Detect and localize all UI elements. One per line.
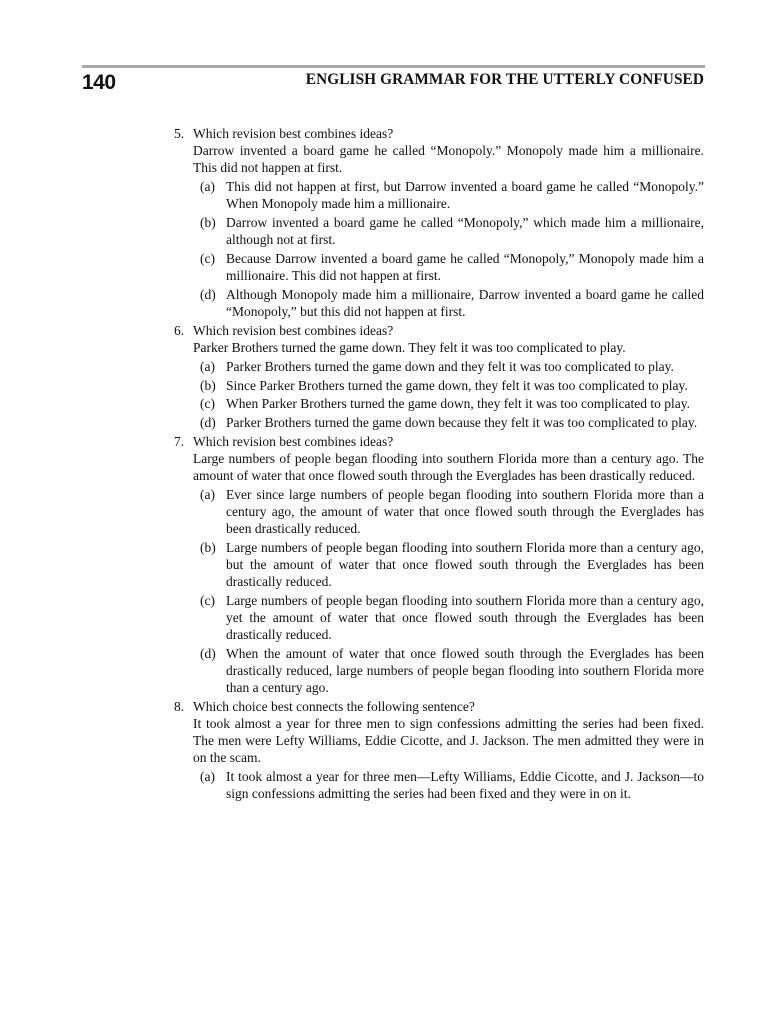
option-text: Darrow invented a board game he called “Monopoly,” which made him a millionaire, although not at first.: [226, 215, 704, 248]
answer-option-c[interactable]: [193, 250, 704, 284]
option-text: Because Darrow invented a board game he called “Monopoly,” Monopoly made him a millionaire. This did not happen at first.: [226, 251, 704, 284]
option-text: Large numbers of people began flooding into southern Florida more than a century ago, yet the amount of water that once flowed south through the Everglades has been drastically reduced.: [226, 593, 704, 643]
answer-option-c[interactable]: [193, 395, 704, 412]
option-letter: (a): [200, 358, 215, 374]
option-letter: (b): [200, 215, 216, 231]
option-text: Ever since large numbers of people began flooding into southern Florida more than a century ago, the amount of water that once flowed south through the Everglades has been drastically reduced.: [226, 487, 704, 537]
header-rule: [82, 65, 705, 68]
option-letter: (a): [200, 487, 215, 503]
option-text: When Parker Brothers turned the game down, they felt it was too complicated to play.: [226, 396, 690, 412]
answer-option-b[interactable]: [193, 214, 704, 248]
option-text: Parker Brothers turned the game down because they felt it was too complicated to play.: [226, 415, 698, 431]
option-letter: (b): [200, 540, 216, 556]
option-text: Although Monopoly made him a millionaire, Darrow invented a board game he called “Monopoly,” but this did not happen at first.: [226, 287, 704, 320]
option-letter: (c): [200, 251, 215, 267]
question-5: [174, 125, 704, 320]
option-letter: (a): [200, 179, 215, 195]
answer-option-a[interactable]: [193, 768, 704, 802]
question-stem: It took almost a year for three men to sign confessions admitting the series had been fixed. The men were Lefty Williams, Eddie Cicotte, and J. Jackson. The men admitted they were in on the scam.: [193, 716, 704, 766]
option-text: Large numbers of people began flooding into southern Florida more than a century ago, but the amount of water that once flowed south through the Everglades has been drastically reduced.: [226, 540, 704, 590]
answer-option-c[interactable]: [193, 592, 704, 643]
answer-option-d[interactable]: [193, 645, 704, 696]
option-letter: (a): [200, 769, 215, 785]
answer-option-d[interactable]: [193, 286, 704, 320]
option-text: It took almost a year for three men—Lefty Williams, Eddie Cicotte, and J. Jackson—to sign confessions admitting the series had been fixed and they were in on it.: [226, 769, 704, 802]
option-text: When the amount of water that once flowed south through the Everglades has been drastically reduced, large numbers of people began flooding into southern Florida more than a century ago.: [226, 646, 704, 696]
option-letter: (c): [200, 396, 215, 412]
question-8: [174, 698, 704, 802]
option-text: Since Parker Brothers turned the game down, they felt it was too complicated to play.: [226, 377, 688, 393]
option-letter: (b): [200, 377, 216, 393]
answer-option-b[interactable]: [193, 377, 704, 394]
option-letter: (d): [200, 287, 216, 303]
running-title: ENGLISH GRAMMAR FOR THE UTTERLY CONFUSED: [305, 71, 704, 88]
question-stem: Parker Brothers turned the game down. They felt it was too complicated to play.: [193, 339, 626, 355]
option-text: This did not happen at first, but Darrow invented a board game he called “Monopoly.” When Monopoly made him a millionaire.: [226, 179, 704, 212]
question-7: [174, 433, 704, 697]
question-prompt: Which revision best combines ideas?: [193, 322, 394, 338]
option-letter: (d): [200, 646, 216, 662]
option-text: Parker Brothers turned the game down and they felt it was too complicated to play.: [226, 358, 674, 374]
question-number: 7.: [174, 433, 185, 449]
option-letter: (d): [200, 415, 216, 431]
page-number: 140: [82, 71, 116, 94]
answer-option-b[interactable]: [193, 539, 704, 590]
question-number: 8.: [174, 699, 185, 715]
question-prompt: Which choice best connects the following sentence?: [193, 699, 475, 715]
answer-option-a[interactable]: [193, 178, 704, 212]
question-stem: Large numbers of people began flooding into southern Florida more than a century ago. The amount of water that once flowed south through the Everglades has been drastically reduced.: [193, 451, 704, 484]
answer-option-a[interactable]: [193, 358, 704, 375]
question-list: [174, 125, 704, 804]
question-prompt: Which revision best combines ideas?: [193, 433, 394, 449]
option-letter: (c): [200, 593, 215, 609]
question-prompt: Which revision best combines ideas?: [193, 126, 394, 141]
question-stem: Darrow invented a board game he called “Monopoly.” Monopoly made him a millionaire. This did not happen at first.: [193, 143, 704, 176]
answer-option-d[interactable]: [193, 414, 704, 431]
question-number: 6.: [174, 322, 185, 338]
question-number: 5.: [174, 126, 185, 141]
answer-option-a[interactable]: [193, 486, 704, 537]
question-6: [174, 322, 704, 432]
